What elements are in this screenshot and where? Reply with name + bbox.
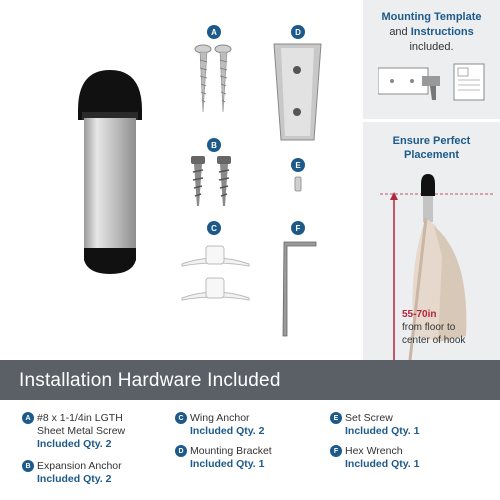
- marker-f: F: [291, 221, 305, 235]
- item-e-name: Set Screw: [345, 412, 393, 424]
- item-f-marker: F: [330, 445, 342, 457]
- item-d-marker: D: [175, 445, 187, 457]
- item-f-name: Hex Wrench: [345, 445, 403, 457]
- item-b-marker: B: [22, 460, 34, 472]
- item-a-name: #8 x 1-1/4in LGTH: [37, 412, 123, 424]
- item-a-name2: Sheet Metal Screw: [37, 425, 126, 437]
- placement-measurement: 55-70in from floor to center of hook: [402, 309, 466, 346]
- item-a-qty: Included Qty. 2: [37, 438, 112, 450]
- item-a: [25, 412, 167, 451]
- marker-b: B: [207, 138, 221, 152]
- item-b: [25, 460, 167, 486]
- item-e-marker: E: [330, 412, 342, 424]
- hook-product-image: [70, 60, 150, 280]
- marker-e: E: [291, 158, 305, 172]
- hex-wrench-image: [278, 238, 320, 340]
- item-f-qty: Included Qty. 1: [345, 458, 420, 470]
- set-screw-image: [292, 176, 304, 192]
- item-c-marker: C: [175, 412, 187, 424]
- item-c: [178, 412, 320, 438]
- expansion-anchor-image: [185, 154, 240, 209]
- item-e: [333, 412, 475, 438]
- item-d: [178, 445, 320, 471]
- item-c-name: Wing Anchor: [190, 412, 250, 424]
- installation-banner-title: Installation Hardware Included: [19, 370, 281, 391]
- item-d-qty: Included Qty. 1: [190, 458, 265, 470]
- item-d-name: Mounting Bracket: [190, 445, 272, 457]
- item-e-qty: Included Qty. 1: [345, 425, 420, 437]
- sheet-metal-screw-image: [190, 42, 240, 117]
- wing-anchor-image: [178, 238, 253, 308]
- item-c-qty: Included Qty. 2: [190, 425, 265, 437]
- mounting-bracket-image: [270, 40, 325, 145]
- ensure-placement-title: Ensure Perfect Placement: [392, 135, 471, 161]
- panel-divider: [363, 119, 500, 122]
- item-a-marker: A: [22, 412, 34, 424]
- marker-d: D: [291, 25, 305, 39]
- marker-c: C: [207, 221, 221, 235]
- item-b-qty: Included Qty. 2: [37, 473, 112, 485]
- marker-a: A: [207, 25, 221, 39]
- mounting-template-title: Mounting Template and Instructions included.: [381, 11, 482, 53]
- item-f: [333, 445, 475, 471]
- mounting-template-illustration: [378, 62, 488, 102]
- item-b-name: Expansion Anchor: [37, 460, 122, 472]
